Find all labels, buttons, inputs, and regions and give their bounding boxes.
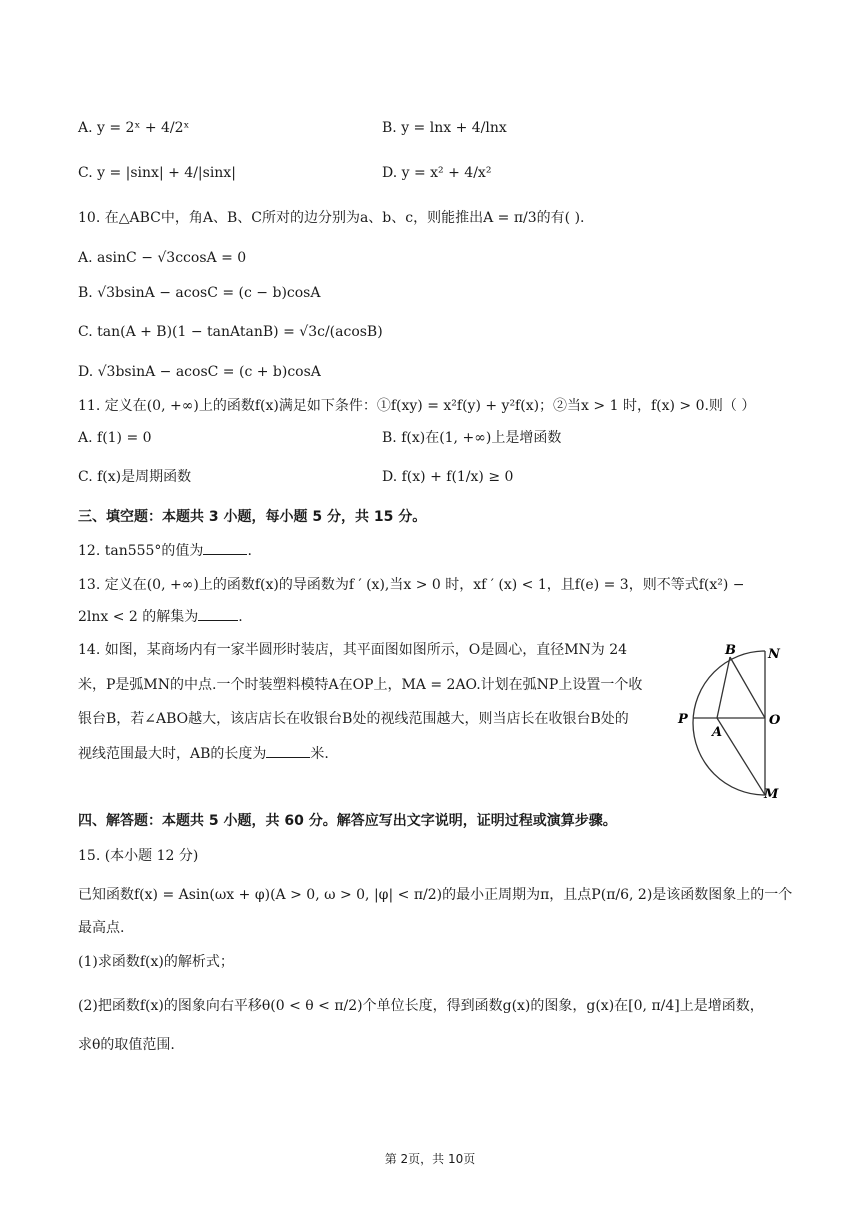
segment-bo <box>730 657 765 718</box>
segment-am <box>717 718 765 795</box>
q10-stem: 10. 在△ABC中，角A、B、C所对的边分别为a、b、c，则能推出A = π/3的有( ). <box>78 210 585 226</box>
q14-line3: 银台B，若∠ABO越大，该店店长在收银台B处的视线范围越大，则当店长在收银台B处的 <box>78 711 629 727</box>
q12-answer-blank[interactable] <box>203 540 247 555</box>
label-b: B <box>725 643 736 658</box>
q13-answer-blank[interactable] <box>198 606 238 621</box>
q15-part1: (1)求函数f(x)的解析式； <box>78 954 234 970</box>
q11-stem: 11. 定义在(0, +∞)上的函数f(x)满足如下条件：①f(xy) = x²f(y) + y²f(x)；②当x > 1 时，f(x) > 0.则（ ） <box>78 398 756 414</box>
semicircle-figure <box>670 638 790 808</box>
q14-line4-text: 视线范围最大时，AB的长度为 <box>78 746 267 762</box>
q11-option-d: D. f(x) + f(1/x) ≥ 0 <box>382 469 514 485</box>
page-footer: 第 2页，共 10页 <box>384 1152 476 1166</box>
q9-option-b: B. y = lnx + 4/lnx <box>382 120 507 136</box>
q9-option-c: C. y = |sinx| + 4/|sinx| <box>78 165 236 181</box>
q10-option-b: B. √3bsinA − acosC = (c − b)cosA <box>78 285 321 301</box>
segment-ab <box>717 657 730 718</box>
q15-line2: 最高点. <box>78 920 125 936</box>
q15-line1: 已知函数f(x) = Asin(ωx + φ)(A > 0, ω > 0, |φ| < π/2)的最小正周期为π，且点P(π/6, 2)是该函数图象上的一个 <box>78 887 793 903</box>
q14-line4 <box>78 743 329 764</box>
q14-line2: 米，P是弧MN的中点.一个时装塑料模特A在OP上，MA = 2AO.计划在弧NP上设置一个收 <box>78 677 643 693</box>
q12-end: . <box>247 543 252 559</box>
q12-text: 12. tan555°的值为 <box>78 543 204 559</box>
q13-line1: 13. 定义在(0, +∞)上的函数f(x)的导函数为f ′ (x),当x > 0 时，xf ′ (x) < 1，且f(e) = 3，则不等式f(x²) − <box>78 577 745 593</box>
q11-option-b: B. f(x)在(1, +∞)上是增函数 <box>382 430 562 446</box>
label-p: P <box>678 712 688 727</box>
q12 <box>78 540 252 561</box>
section-3-heading: 三、填空题：本题共 3 小题，每小题 5 分，共 15 分。 <box>78 509 427 525</box>
q14-answer-blank[interactable] <box>266 743 310 758</box>
q9-option-a: A. y = 2ˣ + 4/2ˣ <box>78 120 190 136</box>
q11-option-c: C. f(x)是周期函数 <box>78 469 192 485</box>
q14-line1: 14. 如图，某商场内有一家半圆形时装店，其平面图如图所示，O是圆心，直径MN为 24 <box>78 642 628 658</box>
q13-line2-text: 2lnx < 2 的解集为 <box>78 609 199 625</box>
label-m: M <box>764 787 779 802</box>
q11-option-a: A. f(1) = 0 <box>78 430 152 446</box>
q13-end: . <box>238 609 243 625</box>
q9-option-d: D. y = x² + 4/x² <box>382 165 492 181</box>
label-o: O <box>769 713 781 728</box>
semicircle-arc <box>693 651 765 795</box>
q10-option-a: A. asinC − √3ccosA = 0 <box>78 250 247 266</box>
q13-line2 <box>78 606 243 627</box>
q14-end: 米. <box>310 746 329 762</box>
label-n: N <box>768 647 780 662</box>
q10-option-c: C. tan(A + B)(1 − tanAtanB) = √3c/(acosB) <box>78 324 383 340</box>
q15-part3: 求θ的取值范围. <box>78 1037 175 1053</box>
q15-title: 15. (本小题 12 分) <box>78 848 199 864</box>
q15-part2: (2)把函数f(x)的图象向右平移θ(0 < θ < π/2)个单位长度，得到函数g(x)的图象，g(x)在[0, π/4]上是增函数， <box>78 998 764 1014</box>
section-4-heading: 四、解答题：本题共 5 小题，共 60 分。解答应写出文字说明，证明过程或演算步骤。 <box>78 813 617 829</box>
q10-option-d: D. √3bsinA − acosC = (c + b)cosA <box>78 364 321 380</box>
label-a: A <box>712 725 723 740</box>
